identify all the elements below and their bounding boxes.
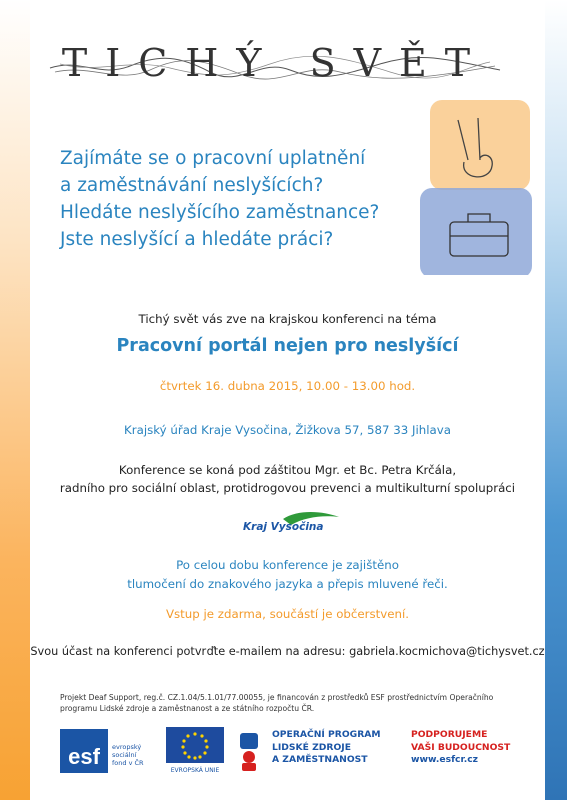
question-line: Zajímáte se o pracovní uplatnění: [60, 148, 366, 169]
hand-and-briefcase-illustration: [420, 100, 540, 275]
free-entry-note: Vstup je zdarma, součástí je občerstvení.: [165, 607, 410, 621]
registration-instructions: Svou účast na konferenci potvrďte e-mailem na adresu: gabriela.kocmichova@tichysvet.cz: [30, 645, 545, 658]
illustration: [420, 100, 540, 275]
right-gradient-band: [545, 0, 567, 800]
invitation-intro: Tichý svět vás zve na krajskou konferenci na téma: [138, 312, 437, 326]
question-line: a zaměstnávání neslyšících?: [60, 175, 324, 196]
interpreting-line: Po celou dobu konference je zajištěno: [176, 558, 399, 572]
esf-caption-line: sociální: [112, 751, 137, 759]
esf-caption: [112, 743, 144, 767]
footnote-line: Projekt Deaf Support, reg.č. CZ.1.04/5.1.01/77.00055, je financován z prostředků ESF prostřednictvím Operačního: [60, 693, 494, 702]
puzzle-person-icon: [238, 729, 262, 773]
tichy-svet-logo: [40, 28, 510, 98]
esf-logo: [58, 727, 153, 775]
conference-date: čtvrtek 16. dubna 2015, 10.00 - 13.00 hod.: [159, 379, 416, 393]
slogan-line: PODPORUJEME: [411, 729, 488, 740]
slogan: [411, 729, 510, 767]
esf-caption-line: evropský: [112, 743, 142, 751]
slogan-line: VAŠI BUDOUCNOST: [411, 741, 511, 753]
footnote-line: programu Lidské zdroje a zaměstnanost a ze státního rozpočtu ČR.: [60, 704, 315, 713]
op-line: OPERAČNÍ PROGRAM: [272, 729, 381, 740]
kraj-vysocina-logo: [243, 511, 343, 541]
op-line: LIDSKÉ ZDROJE: [272, 741, 351, 753]
left-gradient-band: [0, 0, 30, 800]
eu-caption: EVROPSKÁ UNIE: [170, 767, 220, 774]
funding-footnote: [60, 692, 530, 714]
logo-text: TICHÝ SVĚT: [61, 41, 489, 85]
interpreting-line: tlumočení do znakového jazyka a přepis mluvené řeči.: [127, 577, 448, 591]
kraj-vysocina-text: Kraj Vysočina: [243, 521, 324, 533]
esf-website-link[interactable]: www.esfcr.cz: [411, 754, 479, 765]
esf-mark: esf: [60, 729, 108, 773]
sponsor-logos: [58, 727, 528, 787]
interpreting-info: [30, 556, 545, 594]
patronage-text: [30, 461, 545, 497]
esf-caption-line: fond v ČR: [112, 759, 144, 767]
patronage-line: Konference se koná pod záštitou Mgr. et Bc. Petra Krčála,: [118, 463, 457, 477]
question-line: Hledáte neslyšícího zaměstnance?: [60, 202, 380, 223]
eu-flag-icon: [166, 727, 224, 763]
conference-place: Krajský úřad Kraje Vysočina, Žižkova 57, 587 33 Jihlava: [124, 423, 451, 437]
conference-title: Pracovní portál nejen pro neslyšící: [116, 336, 459, 356]
op-text: [272, 729, 381, 767]
op-lzz-logo: [238, 727, 408, 777]
patronage-line: radního pro sociální oblast, protidrogovou prevenci a multikulturní spolupráci: [59, 481, 516, 495]
questions-block: [60, 145, 420, 253]
op-line: A ZAMĚSTNANOST: [272, 754, 368, 765]
eu-logo: [166, 727, 226, 775]
question-line: Jste neslyšící a hledáte práci?: [60, 229, 334, 250]
